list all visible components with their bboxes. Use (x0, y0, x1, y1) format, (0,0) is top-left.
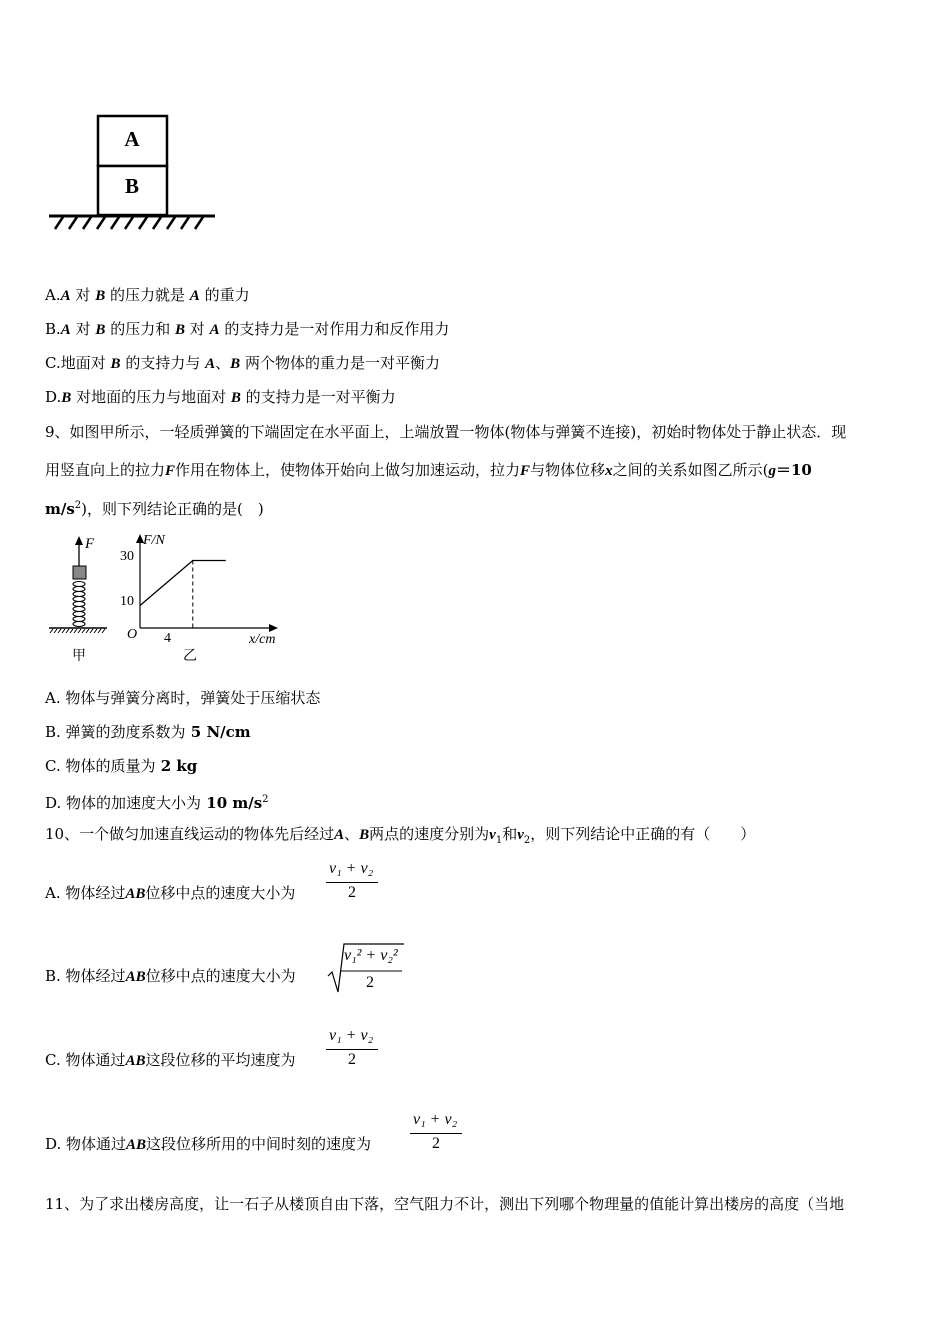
q10-option-c-fraction (326, 1027, 380, 1072)
blocks-figure (45, 110, 225, 235)
force-label: F (85, 536, 95, 552)
q10-option-a-fraction (326, 860, 380, 905)
tick-label-30: 30 (120, 549, 134, 564)
q9-option-b: B. 弹簧的劲度系数为 5 N/cm (45, 723, 251, 741)
q8-option-d: D.B 对地面的压力与地面对 B 的支持力是一对平衡力 (45, 388, 396, 406)
sqrt-numerator: v₁² + v₂² (344, 947, 398, 964)
q10-option-a: A. 物体经过AB位移中点的速度大小为 (45, 884, 296, 902)
q10-option-c: C. 物体通过AB这段位移的平均速度为 (45, 1051, 296, 1069)
fraction-numerator: v₁ + v₂ (329, 1027, 374, 1044)
fraction-denominator: 2 (348, 884, 356, 901)
q10-option-d: D. 物体通过AB这段位移所用的中间时刻的速度为 (45, 1135, 372, 1153)
fraction-denominator: 2 (432, 1135, 440, 1152)
q8-option-b: B.A 对 B 的压力和 B 对 A 的支持力是一对作用力和反作用力 (45, 320, 450, 338)
q9-stem-line2: 用竖直向上的拉力F作用在物体上，使物体开始向上做匀加速运动，拉力F与物体位移x之间的关系如图乙所示(g＝10 (45, 461, 812, 479)
q8-option-c: C.地面对 B 的支持力与 A、B 两个物体的重力是一对平衡力 (45, 354, 440, 372)
q9-option-a: A. 物体与弹簧分离时，弹簧处于压缩状态 (45, 689, 321, 707)
origin-label: O (127, 627, 138, 642)
q9-option-c: C. 物体的质量为 2 kg (45, 757, 198, 775)
spring-figure (45, 532, 115, 667)
force-arrowhead (75, 536, 83, 545)
fraction-denominator: 2 (348, 1051, 356, 1068)
q11-stem: 11、为了求出楼房高度，让一石子从楼顶自由下落，空气阻力不计，测出下列哪个物理量的值能计算出楼房的高度（当地 (45, 1195, 845, 1213)
q10-stem: 10、一个做匀加速直线运动的物体先后经过A、B两点的速度分别为$v_1$和$v_2$，则下列结论中正确的有（ ） (45, 825, 756, 846)
q9-stem-line1: 9、如图甲所示，一轻质弹簧的下端固定在水平面上，上端放置一物体(物体与弹簧不连接)，初始时物体处于静止状态．现 (45, 423, 847, 441)
q9-option-d: D. 物体的加速度大小为 10 $m/s^2$ (45, 794, 269, 812)
tick-label-4: 4 (164, 631, 171, 646)
spring-coil (73, 582, 85, 627)
fraction-numerator: v₁ + v₂ (329, 860, 374, 877)
object-block (73, 566, 86, 579)
fx-graph (115, 528, 295, 668)
x-axis-arrow (269, 624, 278, 632)
q9-stem-line3: $m/s^2$)，则下列结论正确的是( ) (45, 500, 264, 518)
q10-option-b-fraction (344, 947, 406, 995)
q10-option-b: B. 物体经过AB位移中点的速度大小为 (45, 967, 296, 985)
block-a-label: A (124, 127, 140, 151)
sqrt-denominator: 2 (366, 974, 374, 991)
q8-option-a: A.A 对 B 的压力就是 A 的重力 (45, 286, 250, 304)
spring-ground-hatch (50, 629, 105, 633)
block-b-label: B (124, 174, 140, 198)
q10-option-d-fraction (410, 1111, 464, 1156)
tick-label-10: 10 (120, 594, 134, 609)
fig-right-caption: 乙 (183, 649, 197, 664)
fraction-numerator: v₁ + v₂ (413, 1111, 458, 1128)
fig-left-caption: 甲 (72, 649, 86, 664)
ground-hatching (55, 217, 203, 229)
y-axis-label: F/N (143, 533, 165, 548)
x-axis-label: x/cm (249, 632, 276, 647)
fx-series-line (140, 561, 226, 606)
